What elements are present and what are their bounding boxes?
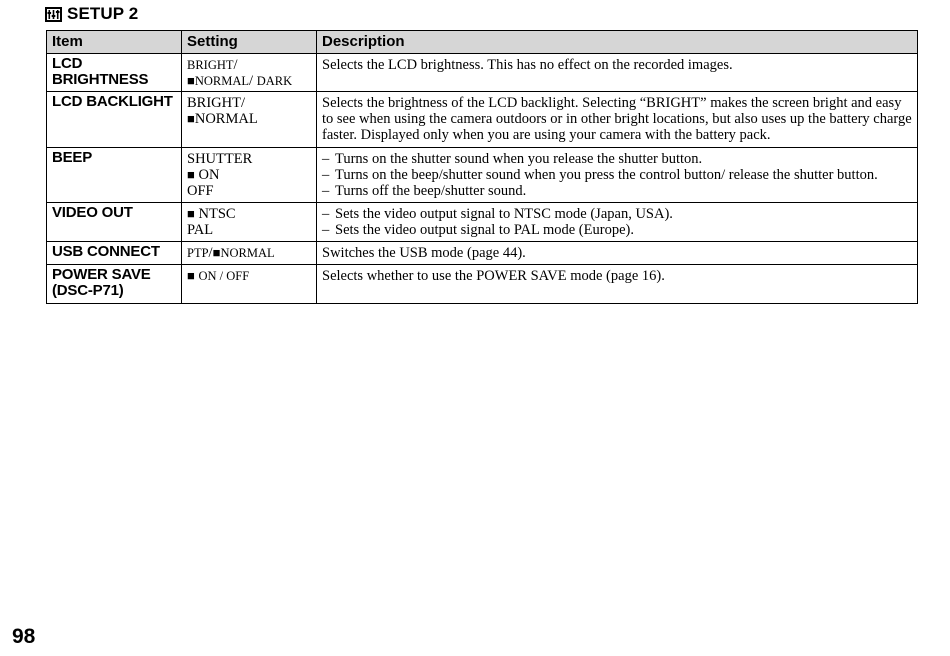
row-description: Selects the LCD brightness. This has no effect on the recorded images. [317,54,918,92]
table-row [47,54,918,92]
row-item: LCD BACKLIGHT [47,92,182,148]
table-row [47,242,918,265]
setting-line: PAL [187,222,214,238]
row-setting [182,54,317,92]
setting-line: OFF [187,183,214,199]
setting-line: ■ NTSC [187,206,236,222]
header-setting: Setting [182,31,317,54]
row-description [317,203,918,242]
setting-line: BRIGHT/ [187,95,246,111]
header-description: Description [317,31,918,54]
row-description: Selects whether to use the POWER SAVE mode (page 16). [317,265,918,304]
option-normal: NORMAL [220,246,275,260]
item-line: (DSC-P71) [52,282,124,299]
default-marker-icon: ■ [187,268,195,283]
description-line: – Turns on the shutter sound when you release the shutter button. [322,151,703,167]
section-heading [45,4,138,24]
row-item [47,54,182,92]
row-item: VIDEO OUT [47,203,182,242]
item-line: LCD [52,55,83,72]
setup-tool-icon [45,7,62,22]
row-setting [182,203,317,242]
description-line: – Turns on the beep/shutter sound when you press the control button/ release the shutter button. [322,167,878,183]
row-description: Switches the USB mode (page 44). [317,242,918,265]
row-setting [182,92,317,148]
row-setting [182,265,317,304]
table-row [47,92,918,148]
option-normal: NORMAL [194,111,258,127]
default-marker-icon: ■ [187,167,195,182]
option-normal: NORMAL [194,74,250,88]
option-dark: DARK [256,74,293,88]
description-line: – Sets the video output signal to NTSC mode (Japan, USA). [322,206,673,222]
setting-line: ■ ON / OFF [187,268,250,283]
default-marker-icon: ■ [212,245,221,260]
setting-line: PTP/■NORMAL [187,245,275,261]
setting-line: SHUTTER [187,151,253,167]
row-setting [182,148,317,203]
setting-line: BRIGHT/ [187,57,238,73]
default-marker-icon: ■ [187,206,195,221]
row-description [317,148,918,203]
header-item: Item [47,31,182,54]
table-row [47,148,918,203]
row-item: BEEP [47,148,182,203]
setting-line: ■ ON [187,167,220,183]
item-line: POWER SAVE [52,266,151,283]
option-bright: BRIGHT [187,95,241,111]
row-description: Selects the brightness of the LCD backlight. Selecting “BRIGHT” makes the screen bright and easy to see when using the camera outdoors or in other bright locations, but also uses up the battery charge faster. Displayed only when you are using your camera with the battery pack. [317,92,918,148]
setting-line [187,111,311,127]
section-title: SETUP 2 [67,4,139,23]
description-line: – Turns off the beep/shutter sound. [322,183,527,199]
table-row [47,203,918,242]
option-ptp: PTP [187,246,209,260]
setup-table [46,30,918,304]
row-item: USB CONNECT [47,242,182,265]
default-marker-icon: ■ [187,111,195,126]
table-header-row [47,31,918,54]
table-row [47,265,918,304]
description-line: – Sets the video output signal to PAL mode (Europe). [322,222,634,238]
row-item [47,265,182,304]
setting-line: ■NORMAL/ DARK [187,73,293,89]
item-line: BRIGHTNESS [52,71,149,88]
default-marker-icon: ■ [187,73,195,88]
page-number: 98 [12,625,36,648]
option-bright: BRIGHT [187,58,234,72]
row-setting [182,242,317,265]
